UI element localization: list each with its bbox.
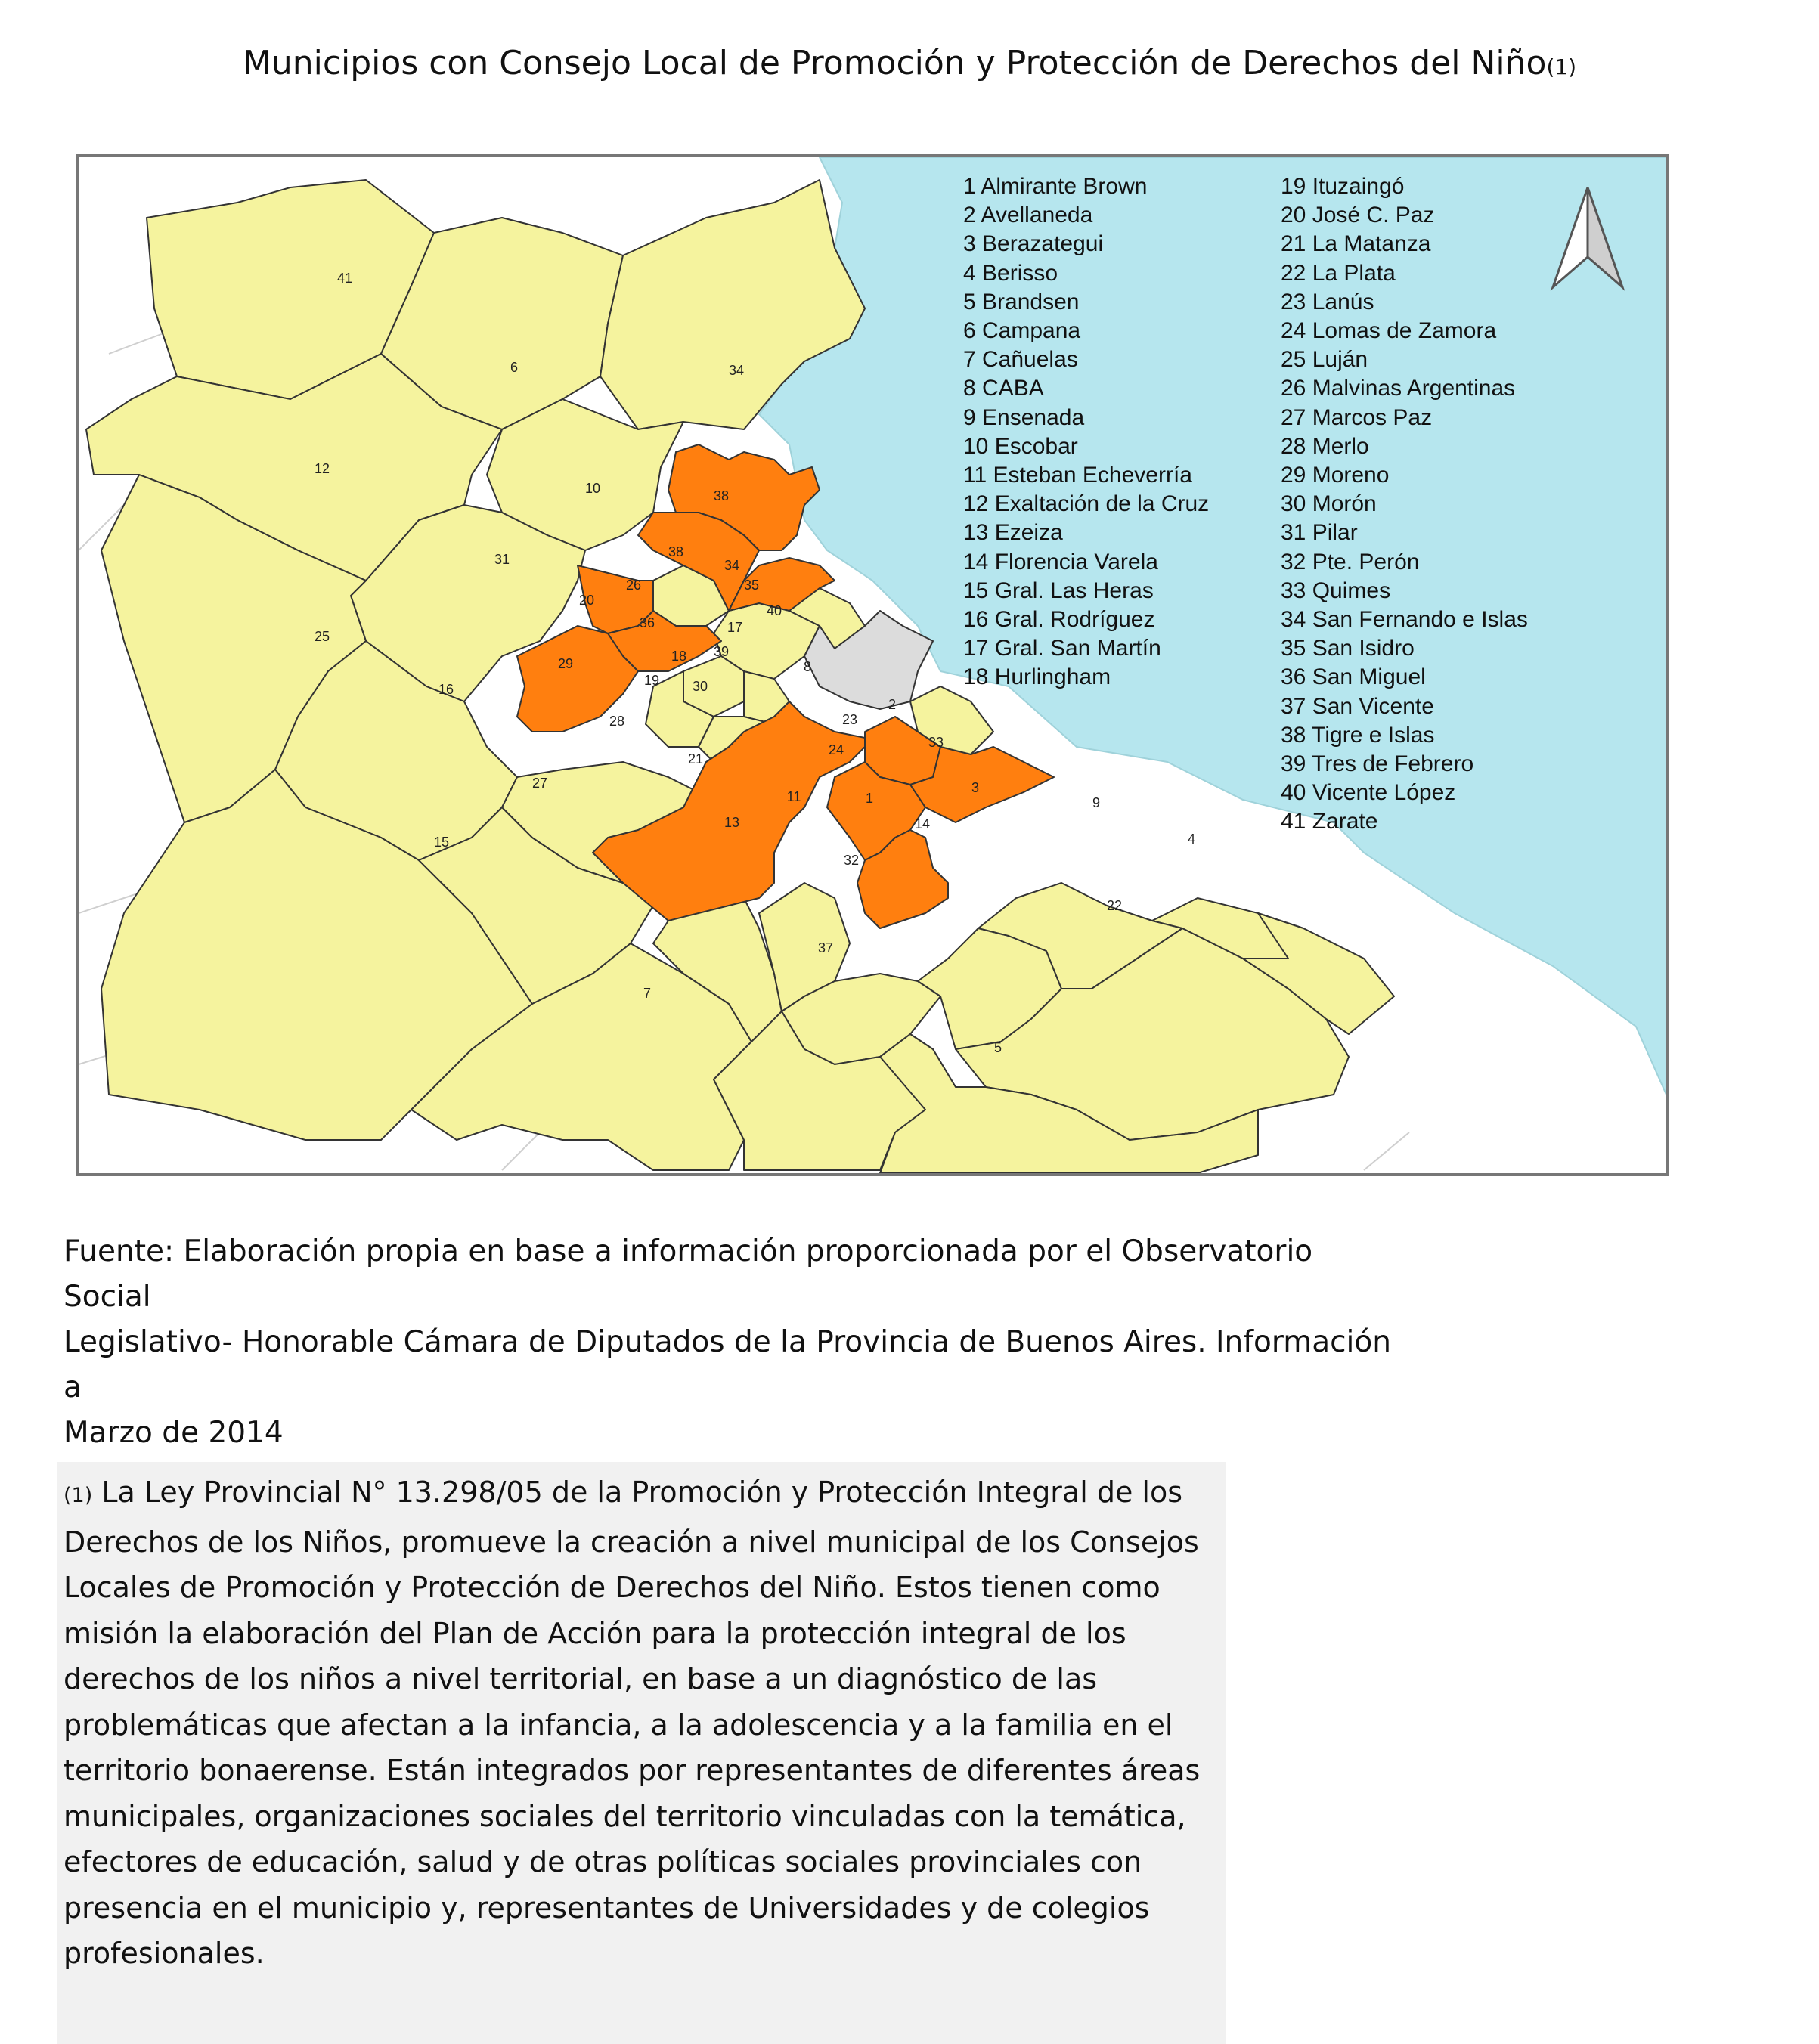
page-title bbox=[0, 44, 1819, 82]
legend-item: 41 Zarate bbox=[1281, 809, 1378, 835]
label-19: 19 bbox=[643, 673, 660, 688]
source-note bbox=[64, 1229, 1394, 1456]
legend-item: 33 Quimes bbox=[1281, 578, 1391, 603]
legend-item: 3 Berazategui bbox=[963, 231, 1104, 257]
footnote-line: efectores de educación, salud y de otras políticas sociales provinciales con bbox=[64, 1845, 1142, 1878]
footnote-line: profesionales. bbox=[64, 1937, 265, 1970]
label-4: 4 bbox=[1187, 832, 1196, 847]
legend-item: 37 San Vicente bbox=[1281, 693, 1434, 719]
legend-item: 36 San Miguel bbox=[1281, 664, 1426, 690]
label-7: 7 bbox=[643, 986, 652, 1001]
title-footnote-marker: (1) bbox=[1546, 54, 1577, 79]
label-10: 10 bbox=[584, 481, 601, 496]
label-22: 22 bbox=[1106, 898, 1123, 913]
footnote-line: derechos de los niños a nivel territorial, en base a un diagnóstico de las bbox=[64, 1662, 1098, 1696]
legend-item: 15 Gral. Las Heras bbox=[963, 578, 1154, 603]
label-34b: 34 bbox=[724, 558, 740, 573]
legend-item: 26 Malvinas Argentinas bbox=[1281, 376, 1516, 401]
map-frame bbox=[76, 154, 1669, 1176]
label-23: 23 bbox=[841, 712, 858, 727]
legend-item: 39 Tres de Febrero bbox=[1281, 751, 1474, 777]
label-8: 8 bbox=[803, 659, 812, 674]
label-40: 40 bbox=[766, 603, 782, 618]
legend-item: 32 Pte. Perón bbox=[1281, 549, 1420, 574]
label-18: 18 bbox=[671, 649, 687, 664]
label-14: 14 bbox=[914, 816, 931, 832]
legend-item: 13 Ezeiza bbox=[963, 520, 1063, 546]
label-38a: 38 bbox=[713, 488, 730, 503]
footnote-marker: (1) bbox=[64, 1484, 93, 1507]
legend-item: 8 CABA bbox=[963, 376, 1044, 401]
legend-item: 25 Luján bbox=[1281, 347, 1368, 373]
footnote-line: Derechos de los Niños, promueve la creación a nivel municipal de los Consejos bbox=[64, 1525, 1199, 1559]
legend-item: 9 Ensenada bbox=[963, 404, 1085, 430]
label-30: 30 bbox=[692, 679, 708, 694]
legend-item: 28 Merlo bbox=[1281, 433, 1369, 459]
footnote-line: Locales de Promoción y Protección de Derechos del Niño. Estos tienen como bbox=[64, 1571, 1161, 1604]
legend-column-1 bbox=[963, 172, 1209, 692]
title-text: Municipios con Consejo Local de Promoción y Protección de Derechos del Niño bbox=[242, 44, 1547, 82]
label-31: 31 bbox=[494, 552, 510, 567]
legend-item: 20 José C. Paz bbox=[1281, 203, 1435, 228]
label-29: 29 bbox=[557, 656, 574, 671]
label-24: 24 bbox=[828, 742, 844, 757]
label-12: 12 bbox=[314, 461, 330, 476]
legend-item: 6 Campana bbox=[963, 318, 1081, 344]
label-1: 1 bbox=[865, 791, 874, 806]
label-25: 25 bbox=[314, 629, 330, 644]
source-line: Marzo de 2014 bbox=[64, 1416, 284, 1450]
label-36: 36 bbox=[639, 615, 655, 630]
footnote-line: territorio bonaerense. Están integrados por representantes de diferentes áreas bbox=[64, 1754, 1201, 1787]
label-27: 27 bbox=[531, 776, 548, 791]
legend-item: 24 Lomas de Zamora bbox=[1281, 318, 1497, 344]
label-16: 16 bbox=[438, 682, 454, 697]
legend-item: 5 Brandsen bbox=[963, 289, 1080, 314]
label-11: 11 bbox=[786, 789, 801, 804]
legend-item: 21 La Matanza bbox=[1281, 231, 1431, 257]
legend-item: 34 San Fernando e Islas bbox=[1281, 607, 1528, 633]
footnote-line: misión la elaboración del Plan de Acción para la protección integral de los bbox=[64, 1616, 1126, 1650]
footnote-box bbox=[57, 1462, 1226, 2044]
legend-item: 7 Cañuelas bbox=[963, 347, 1078, 373]
footnote-line: La Ley Provincial N° 13.298/05 de la Promoción y Protección Integral de los bbox=[101, 1476, 1183, 1509]
legend-item: 11 Esteban Echeverría bbox=[963, 463, 1192, 488]
footnote-line: municipales, organizaciones sociales del territorio vinculadas con la temática, bbox=[64, 1799, 1186, 1833]
label-39: 39 bbox=[713, 644, 730, 659]
legend-item: 1 Almirante Brown bbox=[963, 174, 1148, 199]
legend-item: 30 Morón bbox=[1281, 491, 1377, 517]
footnote-line: problemáticas que afectan a la infancia, a la adolescencia y a la familia en el bbox=[64, 1708, 1173, 1742]
label-41: 41 bbox=[336, 271, 353, 286]
legend-item: 40 Vicente López bbox=[1281, 780, 1456, 806]
label-13: 13 bbox=[724, 815, 740, 830]
footnote-line: presencia en el municipio y, representantes de Universidades y de colegios bbox=[64, 1891, 1150, 1925]
legend-item: 16 Gral. Rodríguez bbox=[963, 607, 1155, 633]
label-33: 33 bbox=[928, 735, 944, 750]
legend-item: 38 Tigre e Islas bbox=[1281, 722, 1435, 748]
label-17: 17 bbox=[727, 620, 743, 635]
label-32: 32 bbox=[843, 853, 860, 868]
legend-item: 31 Pilar bbox=[1281, 520, 1358, 546]
legend-item: 2 Avellaneda bbox=[963, 203, 1093, 228]
label-15: 15 bbox=[433, 835, 450, 850]
label-35: 35 bbox=[743, 578, 760, 593]
source-line: Legislativo- Honorable Cámara de Diputados de la Provincia de Buenos Aires. Información a bbox=[64, 1325, 1391, 1404]
label-6: 6 bbox=[510, 360, 519, 375]
legend-item: 27 Marcos Paz bbox=[1281, 404, 1433, 430]
label-28: 28 bbox=[609, 714, 625, 729]
label-26: 26 bbox=[625, 578, 642, 593]
legend-item: 14 Florencia Varela bbox=[963, 549, 1158, 574]
legend-item: 17 Gral. San Martín bbox=[963, 636, 1161, 661]
label-34a: 34 bbox=[728, 363, 745, 378]
label-2: 2 bbox=[888, 697, 897, 712]
label-9: 9 bbox=[1092, 795, 1101, 810]
legend-item: 19 Ituzaingó bbox=[1281, 174, 1405, 199]
legend-item: 35 San Isidro bbox=[1281, 636, 1415, 661]
legend-item: 23 Lanús bbox=[1281, 289, 1374, 314]
label-20: 20 bbox=[578, 593, 595, 608]
source-line: Fuente: Elaboración propia en base a información proporcionada por el Observatorio Social bbox=[64, 1234, 1313, 1314]
footnote-text bbox=[64, 1470, 1213, 1977]
label-5: 5 bbox=[993, 1040, 1002, 1055]
legend-column-2 bbox=[1281, 172, 1528, 837]
legend-item: 10 Escobar bbox=[963, 433, 1078, 459]
legend-item: 4 Berisso bbox=[963, 260, 1058, 286]
label-21: 21 bbox=[687, 751, 704, 766]
legend-item: 29 Moreno bbox=[1281, 463, 1390, 488]
legend-item: 22 La Plata bbox=[1281, 260, 1396, 286]
label-38b: 38 bbox=[668, 544, 684, 559]
label-37: 37 bbox=[817, 940, 834, 955]
legend-item: 18 Hurlingham bbox=[963, 664, 1111, 690]
legend-item: 12 Exaltación de la Cruz bbox=[963, 491, 1210, 517]
label-3: 3 bbox=[971, 780, 980, 795]
